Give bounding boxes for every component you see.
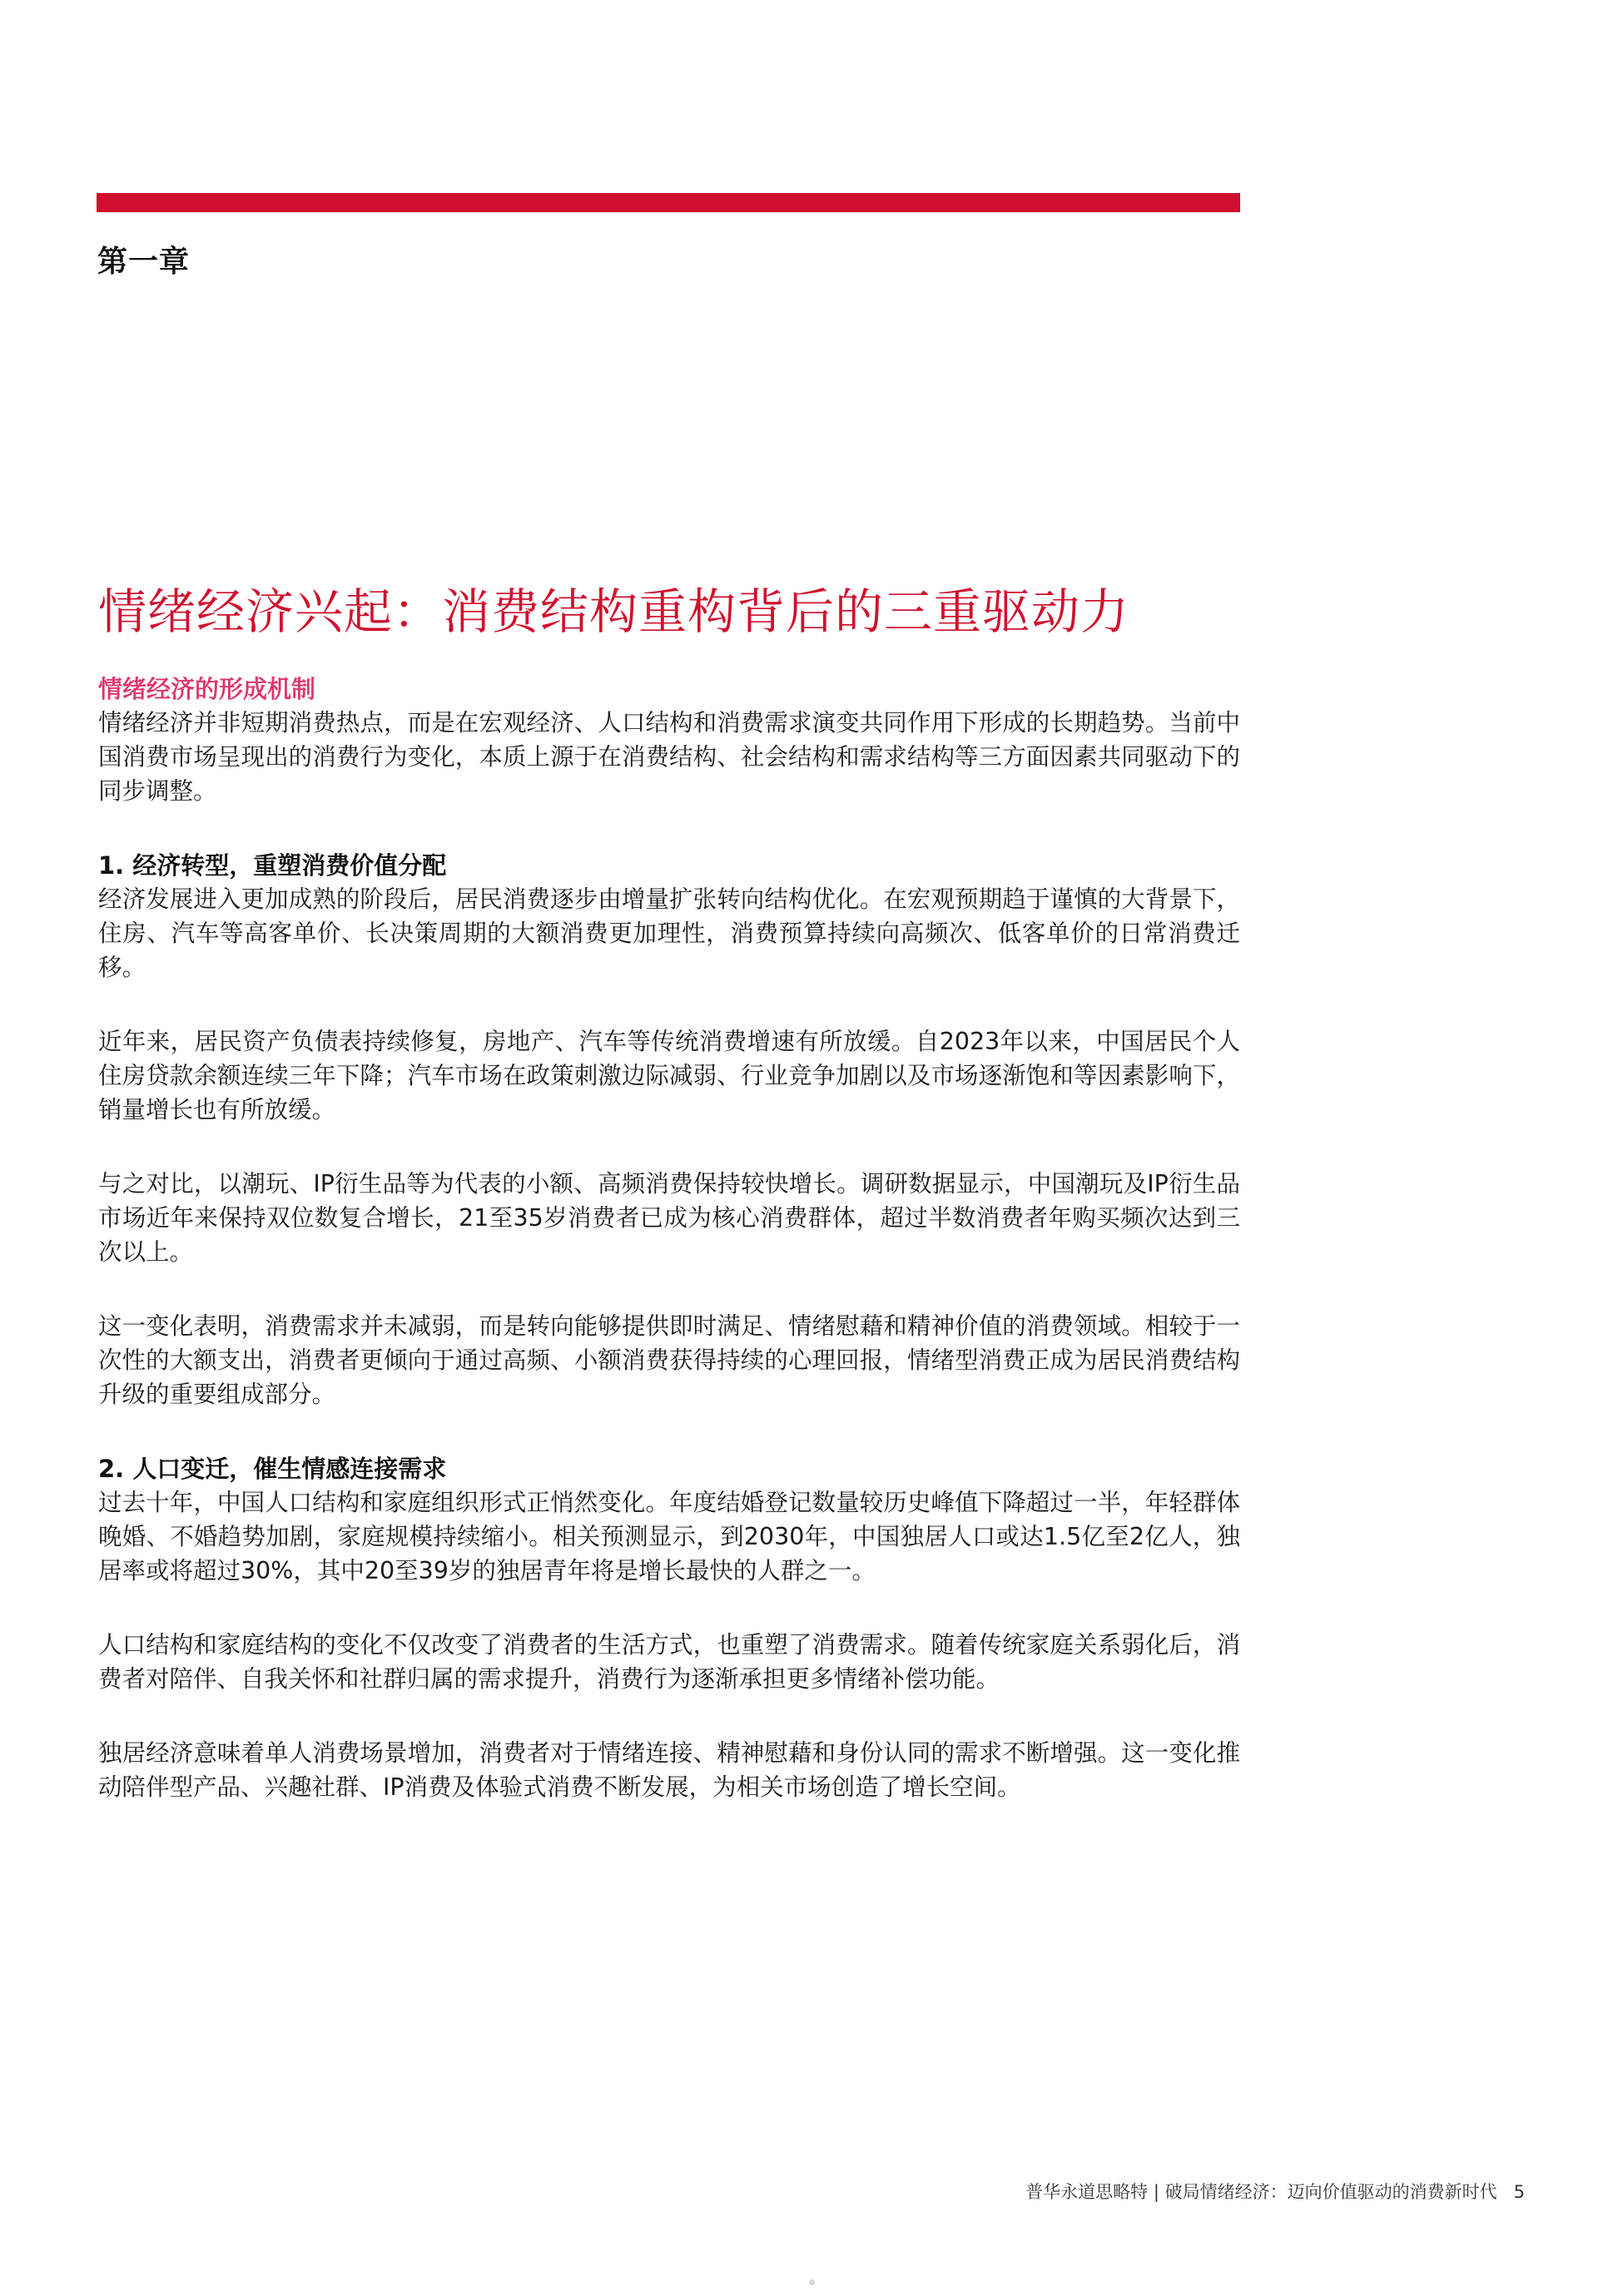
part1-paragraph-1: 经济发展进入更加成熟的阶段后，居民消费逐步由增量扩张转向结构优化。在宏观预期趋于谨慎的大背景下，住房、汽车等高客单价、长决策周期的大额消费更加理性，消费预算持续向高频次、低客单价的日常消费迁移。 <box>98 885 1240 981</box>
part2-heading: 2. 人口变迁，催生情感连接需求 <box>98 1455 447 1483</box>
page-footer <box>1025 2179 1525 2204</box>
spacer <box>98 1411 1240 1452</box>
body-content <box>98 672 1240 1804</box>
part1-paragraph-3: 与之对比，以潮玩、IP衍生品等为代表的小额、高频消费保持较快增长。调研数据显示，中国潮玩及IP衍生品市场近年来保持双位数复合增长，21至35岁消费者已成为核心消费群体，超过半数消费者年购买频次达到三次以上。 <box>98 1170 1240 1266</box>
spacer <box>98 808 1240 849</box>
part1-heading: 1. 经济转型，重塑消费价值分配 <box>98 851 447 880</box>
chapter-label: 第一章 <box>97 245 191 279</box>
part2-paragraph-2: 人口结构和家庭结构的变化不仅改变了消费者的生活方式，也重塑了消费需求。随着传统家庭关系弱化后，消费者对陪伴、自我关怀和社群归属的需求提升，消费行为逐渐承担更多情绪补偿功能。 <box>98 1631 1240 1693</box>
part2-paragraph-1: 过去十年，中国人口结构和家庭组织形式正悄然变化。年度结婚登记数量较历史峰值下降超过一半，年轻群体晚婚、不婚趋势加剧，家庭规模持续缩小。相关预测显示，到2030年，中国独居人口或达1.5亿至2亿人，独居率或将超过30%，其中20至39岁的独居青年将是增长最快的人群之一。 <box>98 1489 1240 1584</box>
top-red-rule <box>97 193 1240 212</box>
part1-paragraph-4: 这一变化表明，消费需求并未减弱，而是转向能够提供即时满足、情绪慰藉和精神价值的消费领域。相较于一次性的大额支出，消费者更倾向于通过高频、小额消费获得持续的心理回报，情绪型消费正成为居民消费结构升级的重要组成部分。 <box>98 1312 1240 1408</box>
spacer <box>98 984 1240 1024</box>
spacer <box>98 1588 1240 1628</box>
scroll-indicator-dot <box>809 2279 815 2285</box>
section-heading: 情绪经济的形成机制 <box>98 675 316 703</box>
spacer <box>98 1269 1240 1309</box>
part1-paragraph-2: 近年来，居民资产负债表持续修复，房地产、汽车等传统消费增速有所放缓。自2023年以来，中国居民个人住房贷款余额连续三年下降；汽车市场在政策刺激边际减弱、行业竞争加剧以及市场逐渐饱和等因素影响下，销量增长也有所放缓。 <box>98 1028 1240 1123</box>
section-intro-paragraph: 情绪经济并非短期消费热点，而是在宏观经济、人口结构和消费需求演变共同作用下形成的长期趋势。当前中国消费市场呈现出的消费行为变化，本质上源于在消费结构、社会结构和需求结构等三方面因素共同驱动下的同步调整。 <box>98 709 1240 805</box>
page-number: 5 <box>1513 2182 1525 2202</box>
part2-paragraph-3: 独居经济意味着单人消费场景增加，消费者对于情绪连接、精神慰藉和身份认同的需求不断增强。这一变化推动陪伴型产品、兴趣社群、IP消费及体验式消费不断发展，为相关市场创造了增长空间。 <box>98 1739 1240 1801</box>
footer-text: 普华永道思略特 | 破局情绪经济：迈向价值驱动的消费新时代 <box>1025 2182 1497 2202</box>
spacer <box>98 1127 1240 1167</box>
page-title: 情绪经济兴起：消费结构重构背后的三重驱动力 <box>98 583 1130 640</box>
spacer <box>98 1696 1240 1736</box>
